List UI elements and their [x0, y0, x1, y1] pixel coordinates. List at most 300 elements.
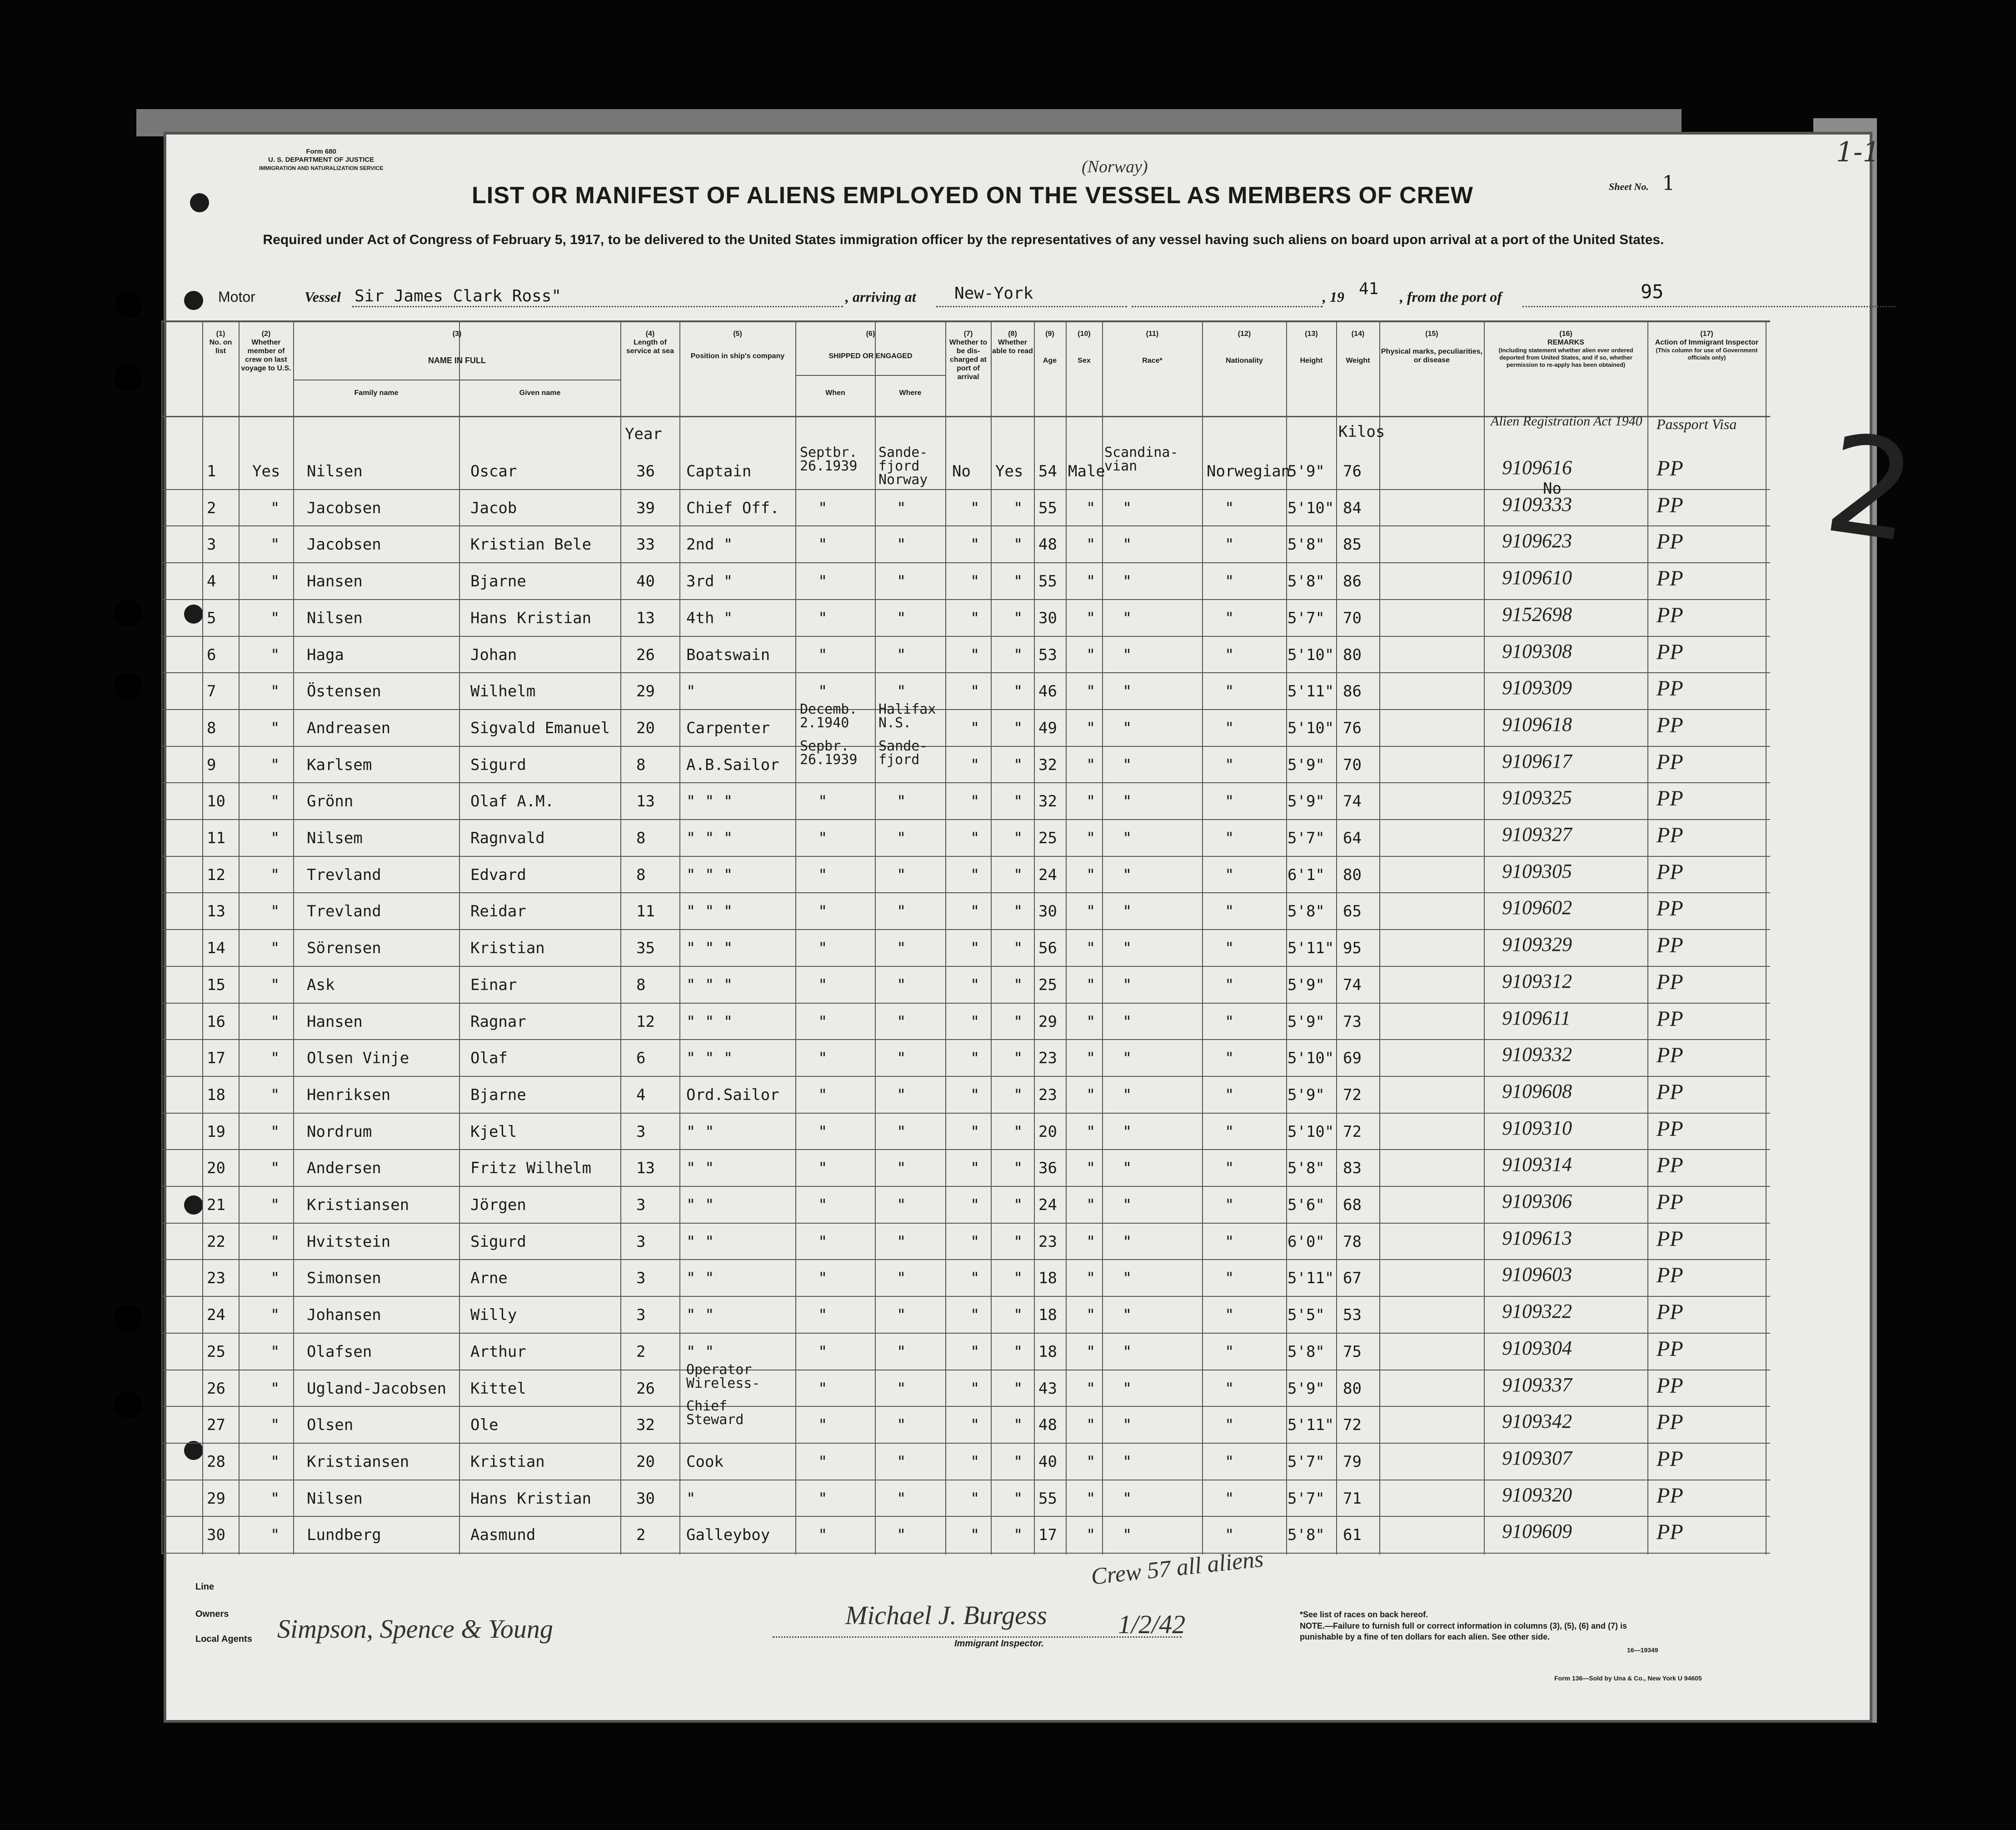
cell-position: " " — [686, 1159, 714, 1178]
cell-able-to-read: " — [1013, 939, 1023, 958]
cell-service-years: 2 — [636, 1342, 646, 1361]
cell-able-to-read: " — [1013, 975, 1023, 994]
cell-race: " — [1123, 1085, 1132, 1104]
cell-row-number: 6 — [207, 645, 216, 664]
service-name: IMMIGRATION AND NATURALIZATION SERVICE — [259, 165, 384, 171]
cell-position: 4th " — [686, 609, 733, 627]
cell-family-name: Ugland-Jacobsen — [307, 1379, 447, 1398]
cell-registration-number: 9109312 — [1502, 970, 1572, 992]
cell-race: " — [1123, 829, 1132, 847]
page-subtitle: Required under Act of Congress of February 5, 1917, to be delivered to the United States immigration officer by the representatives of any vessel having such aliens on board upon arrival at a port of the United States. — [263, 232, 1664, 247]
cell-able-to-read: " — [1013, 1452, 1023, 1471]
cell-able-to-read: " — [1013, 1269, 1023, 1288]
table-row — [161, 1333, 1770, 1369]
form-code: 16—19349 — [1627, 1646, 1658, 1654]
cell-discharged: " — [970, 682, 980, 701]
cell-family-name: Nilsen — [307, 462, 363, 480]
cell-row-number: 17 — [207, 1049, 225, 1068]
cell-race: " — [1123, 1526, 1132, 1545]
cell-able-to-read: " — [1013, 1416, 1023, 1435]
cell-discharged: " — [970, 792, 980, 811]
cell-prev-voyage: " — [270, 1489, 280, 1508]
cell-race: " — [1123, 1452, 1132, 1471]
cell-position: " " " — [686, 829, 733, 847]
cell-sex: " — [1086, 1085, 1096, 1104]
cell-weight: 71 — [1343, 1489, 1362, 1508]
cell-position: " — [686, 1489, 696, 1508]
cell-height: 5'9" — [1287, 462, 1325, 480]
cell-shipped-when: " — [818, 499, 828, 517]
inspector-label: Immigrant Inspector. — [954, 1639, 1044, 1649]
table-row — [161, 701, 1770, 745]
cell-prev-voyage: " — [270, 1159, 280, 1178]
cell-age: 56 — [1038, 939, 1057, 958]
cell-able-to-read: " — [1013, 755, 1023, 774]
cell-shipped-when: " — [818, 1379, 828, 1398]
cell-nationality: " — [1225, 645, 1234, 664]
cell-shipped-where: " — [897, 865, 906, 884]
cell-discharged: " — [970, 1416, 980, 1435]
cell-sex: " — [1086, 902, 1096, 921]
cell-prev-voyage: " — [270, 792, 280, 811]
cell-registration-number: 9109603 — [1502, 1263, 1572, 1286]
cell-race: " — [1123, 865, 1132, 884]
cell-nationality: " — [1225, 755, 1234, 774]
cell-discharged: No — [952, 462, 971, 480]
cell-shipped-when: " — [818, 1232, 828, 1251]
cell-registration-number: 9109610 — [1502, 566, 1572, 589]
cell-height: 5'7" — [1287, 609, 1325, 627]
cell-prev-voyage: " — [270, 1232, 280, 1251]
punch-hole — [115, 1305, 142, 1332]
cell-discharged: " — [970, 609, 980, 627]
cell-prev-voyage: " — [270, 1379, 280, 1398]
cell-inspector-action: PP — [1657, 603, 1683, 627]
races-note: *See list of races on back hereof. — [1300, 1610, 1428, 1619]
cell-registration-number: 9109608 — [1502, 1080, 1572, 1102]
cell-height: 5'9" — [1287, 1085, 1325, 1104]
cell-given-name: Kittel — [470, 1379, 526, 1398]
cell-row-number: 15 — [207, 975, 225, 994]
cell-prev-voyage: " — [270, 1526, 280, 1545]
cell-race: " — [1123, 499, 1132, 517]
cell-row-number: 13 — [207, 902, 225, 921]
cell-registration-number: 9109314 — [1502, 1153, 1572, 1176]
cell-row-number: 9 — [207, 755, 216, 774]
cell-discharged: " — [970, 1306, 980, 1325]
from-port-label: , from the port of — [1400, 289, 1502, 305]
col-header-when: When — [825, 389, 845, 397]
cell-prev-voyage: " — [270, 1122, 280, 1141]
cell-registration-number: 9109333 — [1502, 493, 1572, 515]
cell-position: Cook — [686, 1452, 724, 1471]
cell-race: " — [1123, 609, 1132, 627]
cell-able-to-read: " — [1013, 902, 1023, 921]
cell-given-name: Fritz Wilhelm — [470, 1159, 592, 1178]
cell-shipped-where: " — [897, 1526, 906, 1545]
cell-weight: 72 — [1343, 1085, 1362, 1104]
cell-family-name: Nilsen — [307, 609, 363, 627]
cell-position: " " " — [686, 975, 733, 994]
cell-weight: 70 — [1343, 755, 1362, 774]
cell-sex: " — [1086, 1489, 1096, 1508]
cell-given-name: Bjarne — [470, 572, 526, 591]
cell-given-name: Kristian — [470, 1452, 545, 1471]
col-header-service: (4) Length of service at sea — [626, 330, 674, 355]
cell-weight: 85 — [1343, 535, 1362, 554]
cell-sex: " — [1086, 1526, 1096, 1545]
col-header-position: (5) Position in ship's company — [690, 330, 785, 360]
cell-shipped-when: " — [818, 609, 828, 627]
cell-weight: 65 — [1343, 902, 1362, 921]
cell-given-name: Edvard — [470, 865, 526, 884]
cell-position: " " " — [686, 1049, 733, 1068]
cell-prev-voyage: " — [270, 1196, 280, 1214]
cell-inspector-action: PP — [1657, 1483, 1683, 1508]
cell-race: " — [1123, 1012, 1132, 1031]
cell-sex: " — [1086, 719, 1096, 737]
cell-given-name: Olaf — [470, 1049, 508, 1068]
cell-inspector-action: PP — [1657, 823, 1683, 847]
cell-race: " — [1123, 572, 1132, 591]
cell-shipped-where: " — [897, 1012, 906, 1031]
cell-service-years: 8 — [636, 865, 646, 884]
cell-prev-voyage: " — [270, 1049, 280, 1068]
cell-weight: 80 — [1343, 645, 1362, 664]
cell-height: 5'8" — [1287, 535, 1325, 554]
arriving-label: , arriving at — [845, 289, 916, 305]
cell-discharged: " — [970, 1489, 980, 1508]
cell-weight: 68 — [1343, 1196, 1362, 1214]
cell-able-to-read: " — [1013, 682, 1023, 701]
cell-service-years: 8 — [636, 755, 646, 774]
cell-discharged: " — [970, 1196, 980, 1214]
cell-age: 54 — [1038, 462, 1057, 480]
cell-age: 32 — [1038, 755, 1057, 774]
cell-shipped-when: " — [818, 1085, 828, 1104]
table-row — [161, 489, 1770, 525]
cell-shipped-where: " — [897, 1416, 906, 1435]
cell-row-number: 29 — [207, 1489, 225, 1508]
cell-family-name: Grönn — [307, 792, 354, 811]
cell-family-name: Nordrum — [307, 1122, 372, 1141]
table-row — [161, 562, 1770, 599]
cell-position: " " " — [686, 1012, 733, 1031]
cell-weight: 53 — [1343, 1306, 1362, 1325]
cell-given-name: Jörgen — [470, 1196, 526, 1214]
col-header-shipped: (6) SHIPPED OR ENGAGED — [828, 330, 913, 360]
cell-age: 23 — [1038, 1049, 1057, 1068]
cell-sex: " — [1086, 499, 1096, 517]
cell-sex: " — [1086, 1342, 1096, 1361]
cell-sex: " — [1086, 939, 1096, 958]
agents-signature: Simpson, Spence & Young — [277, 1614, 553, 1644]
cell-family-name: Nilsem — [307, 829, 363, 847]
cell-row-number: 20 — [207, 1159, 225, 1178]
margin-number: 2 — [1816, 404, 1925, 573]
cell-given-name: Bjarne — [470, 1085, 526, 1104]
cell-race: " — [1123, 645, 1132, 664]
cell-row-number: 4 — [207, 572, 216, 591]
cell-service-years: 36 — [636, 462, 655, 480]
cell-given-name: Arne — [470, 1269, 508, 1288]
inspection-date: 1/2/42 — [1118, 1610, 1186, 1639]
cell-weight: 83 — [1343, 1159, 1362, 1178]
punch-hole — [115, 600, 142, 627]
cell-weight: 72 — [1343, 1416, 1362, 1435]
cell-nationality: " — [1225, 1232, 1234, 1251]
table-row — [161, 1361, 1770, 1406]
cell-able-to-read: " — [1013, 1342, 1023, 1361]
cell-discharged: " — [970, 1269, 980, 1288]
cell-prev-voyage: " — [270, 902, 280, 921]
cell-registration-number: 9109306 — [1502, 1190, 1572, 1212]
cell-position: " " — [686, 1269, 714, 1288]
cell-able-to-read: " — [1013, 499, 1023, 517]
cell-nationality: " — [1225, 1379, 1234, 1398]
cell-position: Operator Wireless- — [686, 1361, 760, 1391]
col-header-age: (9) Age — [1043, 330, 1057, 365]
cell-age: 46 — [1038, 682, 1057, 701]
cell-service-years: 13 — [636, 792, 655, 811]
cell-position: " " — [686, 1306, 714, 1325]
cell-family-name: Johansen — [307, 1306, 381, 1325]
cell-inspector-action: PP — [1657, 1263, 1683, 1288]
cell-age: 40 — [1038, 1452, 1057, 1471]
cell-sex: " — [1086, 1012, 1096, 1031]
cell-position: " " — [686, 1122, 714, 1141]
cell-inspector-action: PP — [1657, 1446, 1683, 1471]
cell-service-years: 13 — [636, 609, 655, 627]
col-header-prev-voyage: (2) Whether member of crew on last voyage to U.S. — [241, 330, 291, 372]
cell-able-to-read: " — [1013, 1122, 1023, 1141]
cell-age: 23 — [1038, 1085, 1057, 1104]
cell-inspector-action: PP — [1657, 640, 1683, 664]
cell-row-number: 2 — [207, 499, 216, 517]
cell-registration-number: 9152698 — [1502, 603, 1572, 625]
crew-note: Crew 57 all aliens — [1090, 1546, 1265, 1590]
cell-sex: " — [1086, 1416, 1096, 1435]
table-row — [161, 819, 1770, 855]
cell-weight: 74 — [1343, 975, 1362, 994]
cell-height: 5'8" — [1287, 1526, 1325, 1545]
col-header-where: Where — [899, 389, 922, 397]
table-row — [161, 1113, 1770, 1149]
cell-age: 55 — [1038, 499, 1057, 517]
cell-nationality: " — [1225, 975, 1234, 994]
cell-discharged: " — [970, 1232, 980, 1251]
cell-sex: Male — [1068, 462, 1105, 480]
table-row — [161, 1259, 1770, 1295]
cell-family-name: Olafsen — [307, 1342, 372, 1361]
cell-prev-voyage: " — [270, 939, 280, 958]
cell-shipped-when: " — [818, 792, 828, 811]
cell-row-number: 10 — [207, 792, 225, 811]
cell-registration-number: 9109327 — [1502, 823, 1572, 845]
printer-line: Form 136—Sold by Una & Co., New York U 94605 — [1554, 1675, 1702, 1682]
cell-shipped-when: " — [818, 975, 828, 994]
cell-height: 5'9" — [1287, 975, 1325, 994]
cell-service-years: 3 — [636, 1269, 646, 1288]
cell-age: 43 — [1038, 1379, 1057, 1398]
cell-weight: 72 — [1343, 1122, 1362, 1141]
cell-shipped-when: " — [818, 1159, 828, 1178]
cell-family-name: Haga — [307, 645, 344, 664]
cell-service-years: 3 — [636, 1196, 646, 1214]
cell-shipped-where: " — [897, 535, 906, 554]
cell-weight: 80 — [1343, 1379, 1362, 1398]
cell-discharged: " — [970, 1159, 980, 1178]
cell-weight: 69 — [1343, 1049, 1362, 1068]
cell-shipped-where: " — [897, 902, 906, 921]
cell-row-number: 18 — [207, 1085, 225, 1104]
cell-height: 5'10" — [1287, 499, 1334, 517]
cell-registration-number: 9109623 — [1502, 530, 1572, 552]
cell-height: 5'10" — [1287, 1049, 1334, 1068]
cell-weight: 61 — [1343, 1526, 1362, 1545]
cell-race: " — [1123, 1489, 1132, 1508]
cell-position: A.B.Sailor — [686, 755, 779, 774]
cell-inspector-action: PP — [1657, 1520, 1683, 1545]
cell-discharged: " — [970, 1122, 980, 1141]
table-row — [161, 1149, 1770, 1185]
cell-height: 5'8" — [1287, 572, 1325, 591]
cell-sex: " — [1086, 609, 1096, 627]
cell-weight: 84 — [1343, 499, 1362, 517]
cell-nationality: " — [1225, 609, 1234, 627]
cell-inspector-action: PP — [1657, 1410, 1683, 1435]
cell-inspector-action: PP — [1657, 530, 1683, 554]
cell-height: 5'10" — [1287, 645, 1334, 664]
cell-position: Galleyboy — [686, 1526, 770, 1545]
cell-discharged: " — [970, 902, 980, 921]
cell-weight: 86 — [1343, 682, 1362, 701]
cell-service-years: 6 — [636, 1049, 646, 1068]
cell-nationality: " — [1225, 1012, 1234, 1031]
cell-race: " — [1123, 975, 1132, 994]
col-header-action: (17) Action of Immigrant Inspector (This column for use of Government officials only) — [1655, 330, 1759, 361]
cell-sex: " — [1086, 1269, 1096, 1288]
cell-able-to-read: " — [1013, 572, 1023, 591]
cell-nationality: " — [1225, 1306, 1234, 1325]
cell-shipped-where: Sande- fjord — [878, 738, 928, 768]
vessel-label: Vessel — [304, 289, 341, 305]
cell-able-to-read: " — [1013, 1049, 1023, 1068]
year-suffix: 41 — [1359, 280, 1379, 298]
cell-service-years: 3 — [636, 1232, 646, 1251]
cell-given-name: Hans Kristian — [470, 1489, 592, 1508]
cell-race: " — [1123, 682, 1132, 701]
cell-inspector-action: PP — [1657, 1300, 1683, 1325]
cell-row-number: 14 — [207, 939, 225, 958]
cell-nationality: " — [1225, 1159, 1234, 1178]
cell-sex: " — [1086, 865, 1096, 884]
cell-registration-number: 9109611 — [1502, 1006, 1571, 1029]
cell-height: 5'7" — [1287, 1452, 1325, 1471]
cell-prev-voyage: " — [270, 535, 280, 554]
cell-family-name: Sörensen — [307, 939, 381, 958]
cell-shipped-where: " — [897, 645, 906, 664]
cell-nationality: " — [1225, 902, 1234, 921]
cell-weight: 74 — [1343, 792, 1362, 811]
cell-inspector-action: PP — [1657, 456, 1683, 480]
cell-able-to-read: " — [1013, 535, 1023, 554]
cell-position: " " " — [686, 792, 733, 811]
cell-height: 5'11" — [1287, 939, 1334, 958]
cell-shipped-when: " — [818, 1416, 828, 1435]
cell-height: 5'6" — [1287, 1196, 1325, 1214]
cell-weight: 70 — [1343, 609, 1362, 627]
cell-race: " — [1123, 1232, 1132, 1251]
cell-nationality: " — [1225, 719, 1234, 737]
cell-family-name: Andersen — [307, 1159, 381, 1178]
cell-shipped-where: " — [897, 1232, 906, 1251]
cell-registration-number: 9109308 — [1502, 640, 1572, 662]
punch-hole — [115, 364, 142, 391]
cell-age: 55 — [1038, 1489, 1057, 1508]
cell-weight: 73 — [1343, 1012, 1362, 1031]
table-row — [161, 1480, 1770, 1516]
col-header-no: (1) No. on list — [209, 330, 232, 355]
cell-sex: " — [1086, 535, 1096, 554]
form-number: Form 680 — [306, 148, 337, 155]
local-agents-label: Local Agents — [195, 1634, 252, 1644]
cell-prev-voyage: " — [270, 1269, 280, 1288]
cell-age: 23 — [1038, 1232, 1057, 1251]
cell-nationality: " — [1225, 535, 1234, 554]
cell-shipped-when: " — [818, 939, 828, 958]
cell-age: 30 — [1038, 609, 1057, 627]
inspector-signature: Michael J. Burgess — [845, 1600, 1048, 1630]
cell-age: 53 — [1038, 645, 1057, 664]
cell-discharged: " — [970, 1526, 980, 1545]
cell-height: 5'11" — [1287, 1269, 1334, 1288]
punch-hole — [184, 291, 203, 310]
table-row — [161, 929, 1770, 965]
cell-height: 6'1" — [1287, 865, 1325, 884]
cell-prev-voyage: " — [270, 865, 280, 884]
table-row — [161, 738, 1770, 782]
cell-nationality: " — [1225, 1489, 1234, 1508]
cell-shipped-when: " — [818, 1269, 828, 1288]
cell-sex: " — [1086, 1452, 1096, 1471]
cell-position: 3rd " — [686, 572, 733, 591]
cell-race: " — [1123, 1416, 1132, 1435]
cell-height: 6'0" — [1287, 1232, 1325, 1251]
cell-shipped-where: " — [897, 1452, 906, 1471]
cell-race: " — [1123, 939, 1132, 958]
cell-given-name: Kjell — [470, 1122, 517, 1141]
cell-discharged: " — [970, 719, 980, 737]
cell-shipped-when: Sepbr. 26.1939 — [800, 738, 858, 768]
cell-prev-voyage: " — [270, 829, 280, 847]
sheet-value: 1 — [1662, 172, 1675, 195]
page-title: LIST OR MANIFEST OF ALIENS EMPLOYED ON THE VESSEL AS MEMBERS OF CREW — [472, 182, 1473, 209]
cell-service-years: 29 — [636, 682, 655, 701]
cell-prev-voyage: " — [270, 1085, 280, 1104]
cell-shipped-where: " — [897, 792, 906, 811]
cell-family-name: Olsen Vinje — [307, 1049, 409, 1068]
cell-weight: 78 — [1343, 1232, 1362, 1251]
cell-given-name: Einar — [470, 975, 517, 994]
cell-registration-number: 9109307 — [1502, 1446, 1572, 1469]
cell-inspector-action: PP — [1657, 1116, 1683, 1141]
cell-discharged: " — [970, 499, 980, 517]
cell-shipped-where: Sande- fjord Norway — [878, 445, 928, 488]
cell-registration-number: 9109613 — [1502, 1226, 1572, 1249]
cell-race: " — [1123, 792, 1132, 811]
cell-service-years: 8 — [636, 975, 646, 994]
